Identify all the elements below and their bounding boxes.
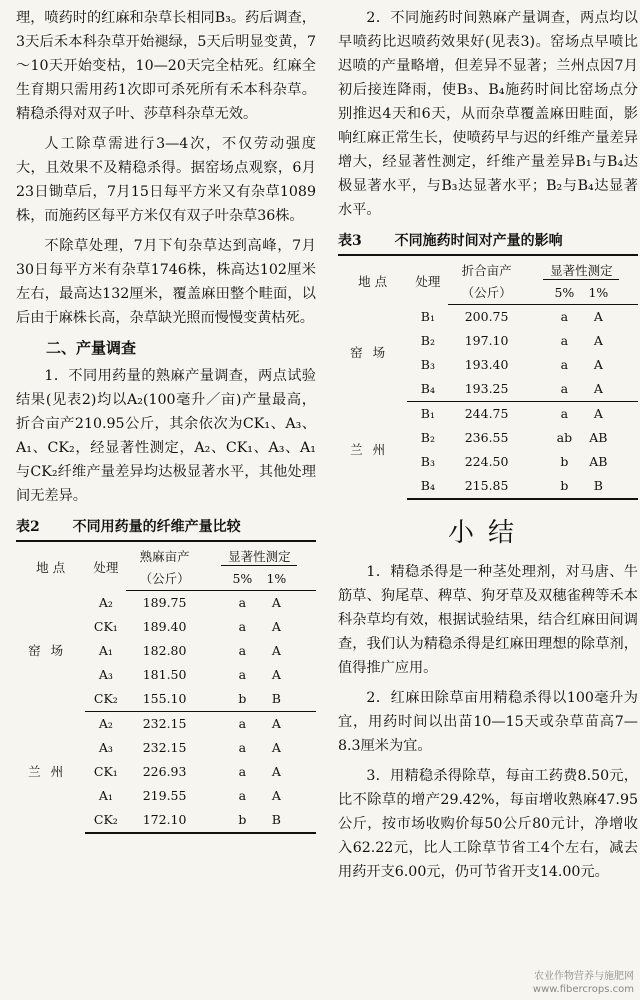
paragraph: 2．不同施药时间熟麻产量调查，两点均以早喷药比迟喷药效果好(见表3)。窑场点早喷比迟喷的产量略增，但差异不显著；兰州点因7月初后接连降雨，使B₃、B₄施药时间比窑场点分别推迟4天和6天，从而杂草覆盖麻田畦面，影响红麻正常生长，使喷药早与迟的纤维产量差异增大，经显著性测定，纤维产量差异B₁与B₄达极显著水平，与B₃达显著水平；B₂与B₄达显著水平。 bbox=[338, 10, 638, 218]
col-header-sig-levels: 5% 1% bbox=[525, 282, 638, 305]
table-row: CK₂ 155.10 b B bbox=[16, 687, 316, 712]
table-2 bbox=[16, 540, 316, 834]
col-header-location: 地 点 bbox=[338, 255, 407, 305]
table-row: 窑场 B₁ 200.75 a A bbox=[338, 305, 638, 330]
watermark: 农业作物营养与施肥网 www.fibercrops.com bbox=[532, 971, 634, 995]
col-header-yield: 折合亩产 bbox=[448, 255, 524, 282]
table-row: B₂ 197.10 a A bbox=[420, 333, 603, 348]
table-row: A₃ 232.15 a A bbox=[98, 740, 281, 755]
table-row: CK₁ 189.40 a A bbox=[93, 619, 281, 634]
paragraph: 理，喷药时的红麻和杂草长相同B₃。药后调查，3天后禾本科杂草开始褪绿，5天后明显变黄，7～10天开始变枯，10—20天完全枯死。红麻全生育期只需用药1次即可杀死所有禾本科杂草。精稳杀得对双子叶、莎草科杂草无效。 bbox=[16, 10, 316, 122]
table-group bbox=[16, 591, 316, 712]
table-row: B₃ 193.40 a A bbox=[420, 357, 603, 372]
paragraph: 1．精稳杀得是一种茎处理剂，对马唐、牛筋草、狗尾草、稗草、狗牙草及双穗雀稗等禾本科杂草均有效，根据试验结果，结合红麻田间调查，我们认为精稳杀得是红麻田理想的除草剂，值得推广应用。 bbox=[338, 564, 638, 676]
paragraph: 1．不同用药量的熟麻产量调查，两点试验结果(见表2)均以A₂(100毫升／亩)产量最高，折合亩产210.95公斤，其余依次为CK₁、A₃、A₁、CK₂，经显著性测定，A₂、CK₁、A₃、A₁与CK₂纤维产量差异均达极显著水平，其他处理间无差异。 bbox=[16, 368, 316, 504]
table-row: 窑场 A₂ 189.75 a A bbox=[16, 591, 316, 616]
table-row: B₂ 236.55 ab AB bbox=[420, 430, 608, 445]
table-group bbox=[338, 402, 638, 500]
right-column bbox=[338, 6, 638, 890]
table-number: 表2 bbox=[16, 519, 40, 535]
paragraph: 3．用精稳杀得除草，每亩工药费8.50元，比不除草的增产29.42%，每亩增收熟麻47.95公斤，按市场收购价每50公斤80元计，净增收入62.22元，比人工除草节省工4个左右，减去用药开支6.00元，仍可节省开支14.00元。 bbox=[338, 768, 638, 880]
table-row: B₄ 193.25 a A bbox=[338, 377, 638, 402]
table-row: B₄ 215.85 b B bbox=[338, 474, 638, 499]
table-number: 表3 bbox=[338, 233, 362, 249]
paragraph: 2．红麻田除草亩用精稳杀得以100毫升为宜，用药时间以出苗10—15天或杂草苗高7—8.3厘米为宜。 bbox=[338, 690, 638, 754]
left-column bbox=[16, 6, 316, 834]
table-group bbox=[338, 305, 638, 402]
col-header-significance: 显著性测定 bbox=[203, 541, 316, 568]
table-row: A₁ 219.55 a A bbox=[98, 788, 281, 803]
location-cell: 窑场 bbox=[28, 643, 74, 658]
table-title: 不同用药量的纤维产量比较 bbox=[72, 519, 241, 535]
col-header-yield: 熟麻亩产 bbox=[126, 541, 202, 568]
col-header-yield-unit: （公斤） bbox=[448, 282, 524, 305]
paragraph: 不除草处理，7月下旬杂草达到高峰，7月30日每平方米有杂草1746株，株高达102厘米左右，最高达132厘米，覆盖麻田整个畦面，以后由于麻株长高，杂草缺光照而慢慢变黄枯死。 bbox=[16, 238, 316, 326]
table-row: CK₂ 172.10 b B bbox=[16, 808, 316, 833]
table-row: CK₁ 226.93 a A bbox=[93, 764, 281, 779]
col-header-location: 地 点 bbox=[16, 541, 85, 591]
table-row: 兰州 B₁ 244.75 a A bbox=[338, 402, 638, 427]
location-cell: 兰州 bbox=[28, 764, 74, 780]
col-header-yield-unit: （公斤） bbox=[126, 568, 202, 591]
location-cell: 窑场 bbox=[350, 345, 396, 360]
table-group bbox=[16, 712, 316, 834]
table-3 bbox=[338, 254, 638, 500]
col-header-treatment: 处理 bbox=[85, 541, 126, 591]
table-row: A₃ 181.50 a A bbox=[98, 667, 281, 682]
paragraph: 人工除草需进行3—4次，不仅劳动强度大，且效果不及精稳杀得。据窑场点观察，6月23日锄草后，7月15日每平方米又有杂草1089株，而施药区每平方米仅有双子叶杂草36株。 bbox=[16, 136, 316, 224]
location-cell: 兰州 bbox=[350, 442, 396, 458]
col-header-sig-levels: 5% 1% bbox=[203, 568, 316, 591]
col-header-significance: 显著性测定 bbox=[525, 255, 638, 282]
table-caption bbox=[16, 516, 316, 538]
table-title: 不同施药时间对产量的影响 bbox=[394, 233, 563, 249]
table-row: 兰州 A₂ 232.15 a A bbox=[16, 712, 316, 737]
section-heading: 二、产量调查 bbox=[46, 339, 137, 357]
table-caption bbox=[338, 230, 638, 252]
table-row: B₃ 224.50 b AB bbox=[420, 454, 608, 469]
table-row: A₁ 182.80 a A bbox=[98, 643, 281, 658]
summary-heading: 小结 bbox=[447, 518, 528, 548]
col-header-treatment: 处理 bbox=[407, 255, 448, 305]
